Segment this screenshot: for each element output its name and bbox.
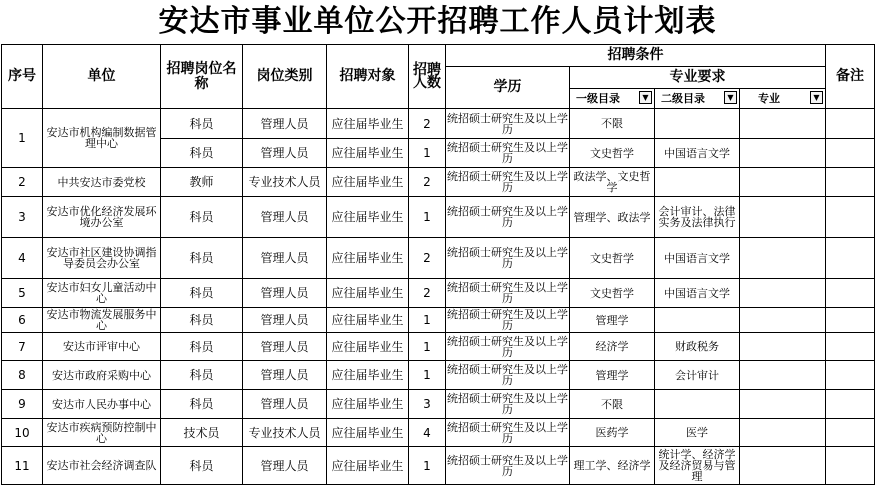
- cell-level2: [655, 109, 740, 139]
- cell-level1: 理工学、经济学: [570, 447, 655, 485]
- table-row: [2, 279, 875, 308]
- table-row: [2, 197, 875, 238]
- cell-target: 应往届毕业生: [327, 238, 409, 279]
- cell-count: 1: [409, 197, 446, 238]
- page-title: 安达市事业单位公开招聘工作人员计划表: [158, 4, 717, 39]
- cell-seq: 3: [2, 197, 43, 238]
- cell-seq: 8: [2, 361, 43, 390]
- cell-post: 教师: [161, 168, 243, 197]
- cell-target: 应往届毕业生: [327, 197, 409, 238]
- cell-major: [740, 279, 826, 308]
- table-row: [2, 361, 875, 390]
- table-row: [2, 308, 875, 333]
- cell-post: 科员: [161, 109, 243, 139]
- table-row: [2, 390, 875, 419]
- cell-education: 统招硕士研究生及以上学历: [446, 447, 570, 485]
- cell-count: 3: [409, 390, 446, 419]
- table-row: [2, 333, 875, 361]
- cell-post: 技术员: [161, 419, 243, 447]
- cell-seq: 9: [2, 390, 43, 419]
- recruitment-table: [1, 44, 875, 485]
- cell-remark: [826, 390, 875, 419]
- cell-education: 统招硕士研究生及以上学历: [446, 197, 570, 238]
- cell-post: 科员: [161, 197, 243, 238]
- header-conditions: 招聘条件: [446, 45, 826, 67]
- cell-level2: 财政税务: [655, 333, 740, 361]
- cell-level2: 统计学、经济学及经济贸易与管理: [655, 447, 740, 485]
- cell-target: 应往届毕业生: [327, 419, 409, 447]
- cell-level1: 文史哲学: [570, 139, 655, 168]
- cell-count: 2: [409, 279, 446, 308]
- cell-target: 应往届毕业生: [327, 109, 409, 139]
- cell-remark: [826, 168, 875, 197]
- cell-major: [740, 197, 826, 238]
- cell-unit: 安达市政府采购中心: [43, 361, 161, 390]
- cell-unit: 安达市社区建设协调指导委员会办公室: [43, 238, 161, 279]
- cell-type: 管理人员: [243, 139, 327, 168]
- cell-type: 管理人员: [243, 447, 327, 485]
- cell-type: 管理人员: [243, 361, 327, 390]
- table-row: [2, 419, 875, 447]
- cell-remark: [826, 109, 875, 139]
- cell-seq: 4: [2, 238, 43, 279]
- cell-remark: [826, 139, 875, 168]
- cell-target: 应往届毕业生: [327, 168, 409, 197]
- cell-level2: 会计审计、法律实务及法律执行: [655, 197, 740, 238]
- cell-level1: 政法学、文史哲学: [570, 168, 655, 197]
- cell-major: [740, 419, 826, 447]
- cell-level2: [655, 390, 740, 419]
- cell-level1: 医药学: [570, 419, 655, 447]
- cell-education: 统招硕士研究生及以上学历: [446, 361, 570, 390]
- cell-count: 2: [409, 168, 446, 197]
- cell-type: 专业技术人员: [243, 419, 327, 447]
- cell-post: 科员: [161, 139, 243, 168]
- cell-remark: [826, 333, 875, 361]
- header-unit: 单位: [43, 45, 161, 109]
- cell-major: [740, 308, 826, 333]
- cell-type: 管理人员: [243, 390, 327, 419]
- cell-post: 科员: [161, 308, 243, 333]
- cell-target: 应往届毕业生: [327, 139, 409, 168]
- cell-unit: 安达市社会经济调查队: [43, 447, 161, 485]
- cell-seq: 10: [2, 419, 43, 447]
- cell-level2: [655, 168, 740, 197]
- header-remark: 备注: [826, 45, 875, 109]
- cell-level1: 不限: [570, 390, 655, 419]
- cell-count: 4: [409, 419, 446, 447]
- cell-post: 科员: [161, 447, 243, 485]
- cell-major: [740, 139, 826, 168]
- cell-education: 统招硕士研究生及以上学历: [447, 420, 568, 445]
- cell-education: 统招硕士研究生及以上学历: [446, 168, 570, 197]
- cell-unit: 安达市物流发展服务中心: [43, 308, 161, 333]
- cell-post: 科员: [161, 279, 243, 308]
- cell-major: [740, 390, 826, 419]
- cell-remark: [826, 197, 875, 238]
- cell-level1: 管理学: [570, 361, 655, 390]
- cell-target: 应往届毕业生: [327, 390, 409, 419]
- header-count: 招聘人数: [409, 45, 446, 109]
- cell-education: 统招硕士研究生及以上学历: [447, 308, 568, 332]
- cell-level2: 中国语言文学: [655, 139, 740, 168]
- cell-seq: 5: [2, 279, 43, 308]
- cell-level2: 中国语言文学: [655, 238, 740, 279]
- cell-major: [740, 333, 826, 361]
- cell-remark: [826, 308, 875, 333]
- header-post-name: 招聘岗位名称: [161, 45, 243, 109]
- cell-type: 专业技术人员: [243, 168, 327, 197]
- table-row: [2, 168, 875, 197]
- cell-post: 科员: [161, 238, 243, 279]
- cell-education: 统招硕士研究生及以上学历: [446, 279, 570, 308]
- cell-education: 统招硕士研究生及以上学历: [446, 139, 570, 168]
- cell-level2: [655, 308, 740, 333]
- cell-type: 管理人员: [243, 279, 327, 308]
- cell-unit: 安达市评审中心: [43, 333, 161, 361]
- cell-seq: 1: [2, 109, 43, 168]
- cell-type: 管理人员: [243, 333, 327, 361]
- cell-level1: 管理学、政法学: [570, 197, 655, 238]
- header-major-req: 专业要求: [570, 67, 826, 89]
- header-target: 招聘对象: [327, 45, 409, 109]
- cell-unit: 安达市疾病预防控制中心: [43, 419, 161, 447]
- cell-education: 统招硕士研究生及以上学历: [447, 334, 568, 359]
- cell-target: 应往届毕业生: [327, 279, 409, 308]
- cell-education: 统招硕士研究生及以上学历: [446, 390, 570, 419]
- header-education: 学历: [446, 67, 570, 109]
- cell-education: 统招硕士研究生及以上学历: [446, 238, 570, 279]
- cell-level1: 经济学: [570, 333, 655, 361]
- table-row: [2, 238, 875, 279]
- cell-count: 1: [409, 447, 446, 485]
- header-post-type: 岗位类别: [243, 45, 327, 109]
- cell-major: [740, 109, 826, 139]
- cell-target: 应往届毕业生: [327, 447, 409, 485]
- cell-type: 管理人员: [243, 238, 327, 279]
- cell-type: 管理人员: [243, 197, 327, 238]
- filter-dropdown-major[interactable]: ▼: [810, 91, 823, 104]
- cell-type: 管理人员: [243, 308, 327, 333]
- cell-remark: [826, 238, 875, 279]
- cell-unit: 安达市优化经济发展环境办公室: [43, 197, 161, 238]
- cell-remark: [826, 361, 875, 390]
- cell-unit: 安达市人民办事中心: [43, 390, 161, 419]
- cell-education: 统招硕士研究生及以上学历: [446, 109, 570, 139]
- cell-remark: [826, 419, 875, 447]
- cell-major: [740, 168, 826, 197]
- cell-count: 1: [409, 139, 446, 168]
- cell-seq: 6: [2, 308, 43, 333]
- cell-count: 1: [409, 361, 446, 390]
- table-row: [2, 109, 875, 139]
- filter-dropdown-level2[interactable]: ▼: [724, 91, 737, 104]
- cell-unit: 安达市机构编制数据管理中心: [43, 109, 161, 168]
- header-major: 专业 ▼: [740, 89, 826, 109]
- cell-seq: 11: [2, 447, 43, 485]
- cell-level1: 不限: [570, 109, 655, 139]
- cell-post: 科员: [161, 390, 243, 419]
- table-row: [2, 447, 875, 485]
- cell-type: 管理人员: [243, 109, 327, 139]
- cell-level2: 会计审计: [655, 361, 740, 390]
- cell-seq: 2: [2, 168, 43, 197]
- cell-post: 科员: [161, 361, 243, 390]
- cell-post: 科员: [161, 333, 243, 361]
- cell-major: [740, 238, 826, 279]
- cell-target: 应往届毕业生: [327, 308, 409, 333]
- header-level1: 一级目录 ▼: [570, 89, 655, 109]
- cell-level1: 管理学: [570, 308, 655, 333]
- cell-remark: [826, 279, 875, 308]
- cell-count: 2: [409, 238, 446, 279]
- cell-level1: 文史哲学: [570, 279, 655, 308]
- cell-unit: 安达市妇女儿童活动中心: [43, 279, 161, 308]
- cell-seq: 7: [2, 333, 43, 361]
- cell-unit: 中共安达市委党校: [43, 168, 161, 197]
- cell-major: [740, 361, 826, 390]
- cell-target: 应往届毕业生: [327, 361, 409, 390]
- cell-count: 1: [409, 333, 446, 361]
- cell-target: 应往届毕业生: [327, 333, 409, 361]
- header-seq: 序号: [2, 45, 43, 109]
- cell-remark: [826, 447, 875, 485]
- header-level2: 二级目录 ▼: [655, 89, 740, 109]
- cell-count: 2: [409, 109, 446, 139]
- cell-level2: 医学: [655, 419, 740, 447]
- cell-count: 1: [409, 308, 446, 333]
- filter-dropdown-level1[interactable]: ▼: [639, 91, 652, 104]
- cell-level2: 中国语言文学: [655, 279, 740, 308]
- cell-level1: 文史哲学: [570, 238, 655, 279]
- cell-major: [740, 447, 826, 485]
